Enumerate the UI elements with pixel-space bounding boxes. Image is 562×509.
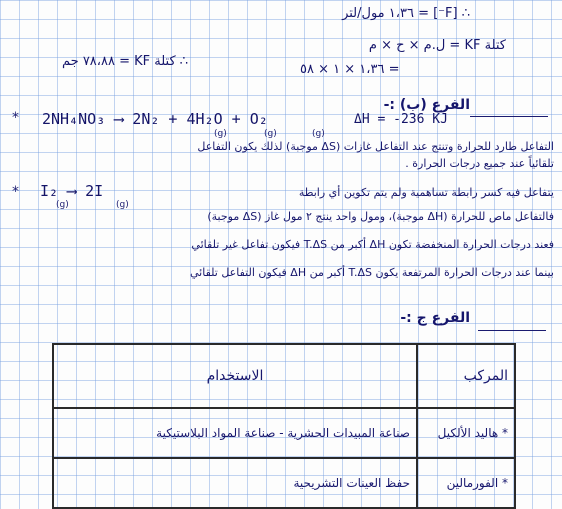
usage-cell: صناعة المبيدات الحشرية - صناعة المواد البلاستيكية [53,408,417,458]
compound-cell: * الفورمالين [417,458,515,508]
uses-table [52,343,516,509]
part-c-heading: الفرع ج :- [400,310,470,326]
reaction-2-equation: I₂ ⟶ 2I [40,182,104,200]
reaction-1-state-h2o: (g) [264,129,277,139]
reaction-2-state-i2: (g) [56,200,69,210]
reaction-2-explanation-line1: يتفاعل فيه كسر رابطة تساهمية ولم يتم تكوين أي رابطة [298,186,554,199]
uses-table-header-row [53,344,515,408]
reaction-2-state-i: (g) [116,200,129,210]
table-row [53,408,515,458]
reaction-2-explanation-line2: فالتفاعل ماص للحرارة (ΔH موجبة)، ومول واحد ينتج ٢ مول غاز (ΔS موجبة) [207,210,554,223]
fluoride-concentration-line: ∴ [F⁻] = ١،٣٦ مول/لتر [342,6,470,21]
usage-cell: حفظ العينات التشريحية [53,458,417,508]
reaction-1-explanation-line2: تلقائياً عند جميع درجات الحرارة . [405,157,554,170]
compound-cell: * هاليد الألكيل [417,408,515,458]
part-b-heading-underline [470,116,548,117]
header-compound: المركب [417,344,515,408]
kf-mass-result: ∴ كتلة KF = ٧٨،٨٨ جم [62,54,189,69]
part-c-heading-underline [478,330,546,331]
header-usage: الاستخدام [53,344,417,408]
reaction-1-equation: 2NH₄NO₃ ⟶ 2N₂ + 4H₂O + O₂ [42,110,268,128]
reaction-1-state-n2: (g) [214,129,227,139]
reaction-1-delta-h: ΔH = -236 KJ [354,112,448,127]
reaction-1-explanation-line1: التفاعل طارد للحرارة وتنتج عند التفاعل غازات (ΔS موجبة) لذلك يكون التفاعل [197,140,554,153]
table-row [53,458,515,508]
reaction-2-explanation-line3: فعند درجات الحرارة المنخفضة تكون ΔH أكبر من T.ΔS فيكون تفاعل غير تلقائي [191,238,554,251]
bullet-2: * [12,184,19,200]
reaction-2-explanation-line4: بينما عند درجات الحرارة المرتفعة يكون T.ΔS أكبر من ΔH فيكون التفاعل تلقائي [190,266,554,279]
reaction-1-state-o2: (g) [312,129,325,139]
kf-mass-calculation: = ١،٣٦ × ١ × ٥٨ [300,62,400,77]
bullet-1: * [12,110,19,126]
kf-mass-formula: كتلة KF = ل.م × ح × م [368,38,506,53]
part-b-heading: الفرع (ب) :- [383,97,470,113]
